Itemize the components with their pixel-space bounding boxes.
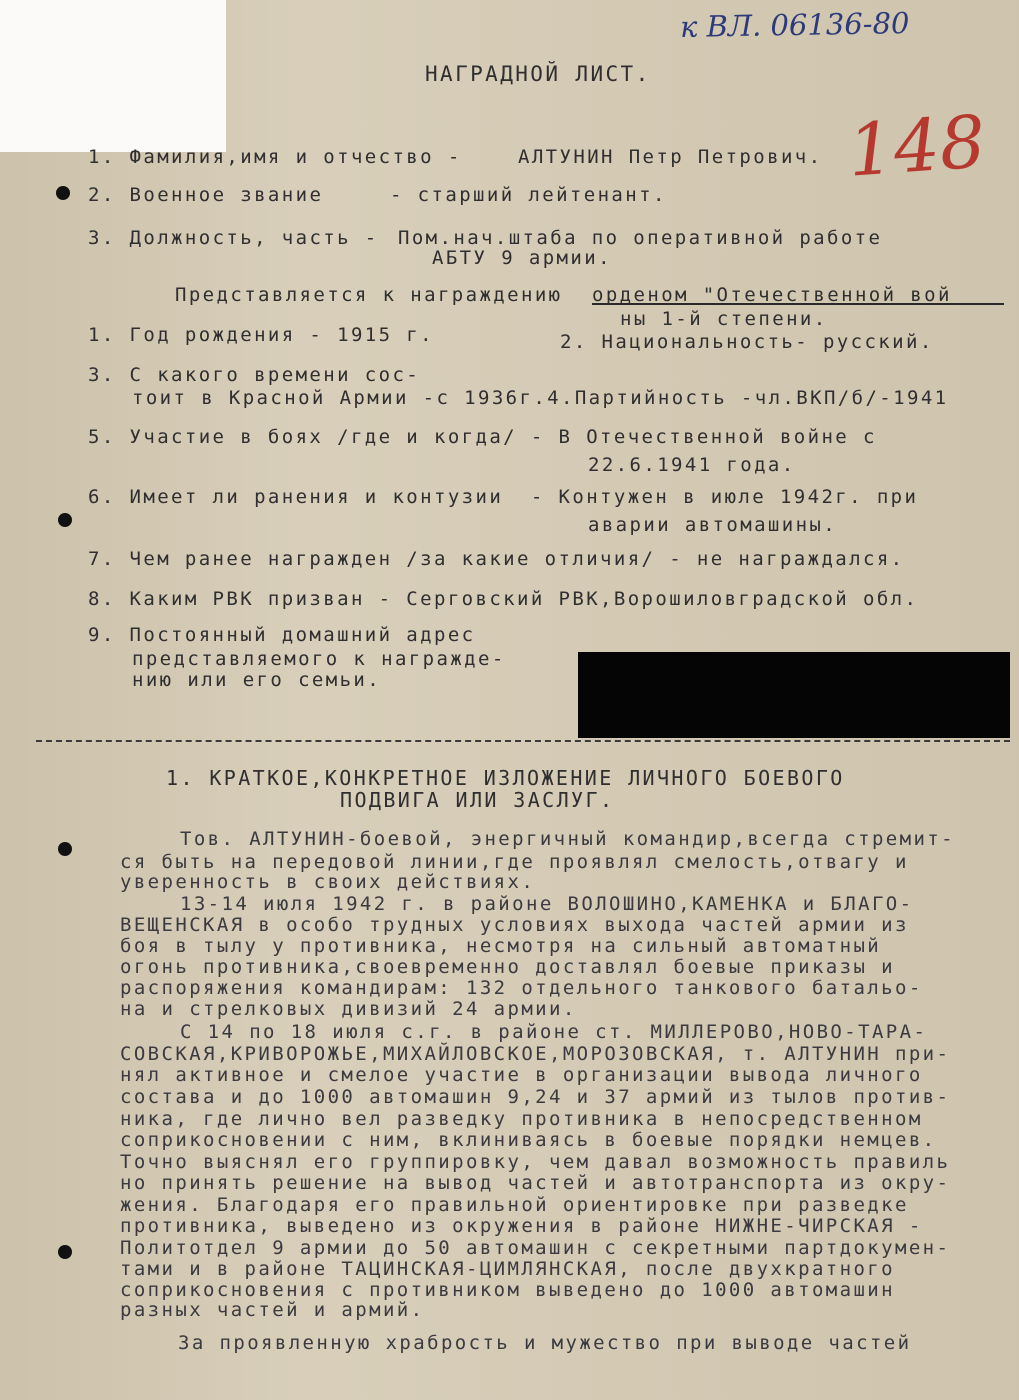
body-line: Точно выяснял его группировку, чем давал возможность правиль xyxy=(120,1151,951,1173)
field-3-value: Пом.нач.штаба по оперативной работе xyxy=(398,227,883,249)
drafted-by: 8. Каким РВК призван - Серговский РВК,Ворошиловградской обл. xyxy=(88,588,919,610)
body-line: на и стрелковых дивизий 24 армии. xyxy=(120,998,577,1020)
body-line: состава и до 1000 автомашин 9,24 и 37 армий из тылов против- xyxy=(120,1086,951,1108)
redaction-block xyxy=(578,652,1010,738)
body-line: разных частей и армий. xyxy=(120,1299,425,1321)
prior-awards: 7. Чем ранее награжден /за какие отличия/ - не награждался. xyxy=(88,548,905,570)
punch-hole xyxy=(58,1245,72,1259)
field-1-value: АЛТУНИН Петр Петрович. xyxy=(518,146,823,168)
page-title: НАГРАДНОЙ ЛИСТ. xyxy=(425,62,651,86)
service-since-1: 3. С какого времени сос- xyxy=(88,364,421,386)
body-line: СОВСКАЯ,КРИВОРОЖЬЕ,МИХАЙЛОВСКОЕ,МОРОЗОВСКАЯ, т. АЛТУНИН при- xyxy=(120,1043,951,1065)
body-line: ся быть на передовой линии,где проявлял смелость,отвагу и xyxy=(120,851,909,873)
archive-mark: к ВЛ. 06136-80 xyxy=(679,6,910,44)
field-3-value-2: АБТУ 9 армии. xyxy=(432,247,612,269)
body-line: тами и в районе ТАЦИНСКАЯ-ЦИМЛЯНСКАЯ, после двухкратного xyxy=(120,1258,895,1280)
award-line-2: ны 1-й степени. xyxy=(620,308,828,330)
body-line: распоряжения командирам: 132 отдельного танкового батальо- xyxy=(120,977,923,999)
combat-2: 22.6.1941 года. xyxy=(588,454,796,476)
body-line: боя в тылу у противника, несмотря на сильный автоматный xyxy=(120,935,882,957)
body-line: но принять решение на вывод частей и автотранспорта из окру- xyxy=(120,1172,951,1194)
section-divider xyxy=(36,740,1010,742)
body-line: жения. Благодаря его правильной ориентировке при разведке xyxy=(120,1194,909,1216)
address-label-2: представляемого к награжде- xyxy=(132,648,506,670)
body-line: 13-14 июля 1942 г. в районе ВОЛОШИНО,КАМЕНКА и БЛАГО- xyxy=(180,893,914,915)
award-lead: Представляется к награждению xyxy=(175,284,563,306)
body-line: ника, где лично вел разведку противника в непосредственном xyxy=(120,1108,923,1130)
field-1-label: 1. Фамилия,имя и отчество - xyxy=(88,146,462,168)
section-title-1: 1. КРАТКОЕ,КОНКРЕТНОЕ ИЗЛОЖЕНИЕ ЛИЧНОГО БОЕВОГО xyxy=(166,766,845,790)
field-2-value: - старший лейтенант. xyxy=(390,184,667,206)
body-line: ВЕЩЕНСКАЯ в особо трудных условиях выхода частей армии из xyxy=(120,914,909,936)
field-2-label: 2. Военное звание xyxy=(88,184,324,206)
service-since-2: тоит в Красной Армии -с 1936г.4.Партийность -чл.ВКП/б/-1941 xyxy=(132,387,949,409)
body-line: С 14 по 18 июля с.г. в районе ст. МИЛЛЕРОВО,НОВО-ТАРА- xyxy=(180,1021,928,1043)
wounds-2: аварии автомашины. xyxy=(588,514,838,536)
section-title-2: ПОДВИГА ИЛИ ЗАСЛУГ. xyxy=(340,788,615,812)
body-line: Политотдел 9 армии до 50 автомашин с секретными партдокумен- xyxy=(120,1237,951,1259)
combat-1: 5. Участие в боях /где и когда/ - В Отечественной войне с xyxy=(88,426,877,448)
body-line: соприкосновения с противником выведено до 1000 автомашин xyxy=(120,1279,895,1301)
body-line: огонь противника,своевременно доставлял боевые приказы и xyxy=(120,956,895,978)
body-line: уверенность в своих действиях. xyxy=(120,871,536,893)
award-strikethrough xyxy=(592,303,1004,305)
closing-line: За проявленную храбрость и мужество при выводе частей xyxy=(178,1332,912,1354)
award-line-1: орденом "Отечественной вой xyxy=(592,284,952,306)
punch-hole xyxy=(58,842,72,856)
field-3-label: 3. Должность, часть - xyxy=(88,227,379,249)
body-line: соприкосновении с ним, вклиниваясь в боевые порядки немцев. xyxy=(120,1129,937,1151)
wounds-1: 6. Имеет ли ранения и контузии - Контужен в июле 1942г. при xyxy=(88,486,919,508)
body-line: Тов. АЛТУНИН-боевой, энергичный командир,всегда стремит- xyxy=(180,828,955,850)
birth-year: 1. Год рождения - 1915 г. xyxy=(88,324,434,346)
address-label-3: нию или его семьи. xyxy=(132,669,382,691)
punch-hole xyxy=(58,513,72,527)
address-label-1: 9. Постоянный домашний адрес xyxy=(88,624,476,646)
sheet-number: 148 xyxy=(845,99,989,193)
body-line: нял активное и смелое участие в организации вывода личного xyxy=(120,1064,923,1086)
paper-patch xyxy=(0,0,226,152)
nationality: 2. Национальность- русский. xyxy=(560,331,934,353)
body-line: противника, выведено из окружения в районе НИЖНЕ-ЧИРСКАЯ - xyxy=(120,1215,923,1237)
punch-hole xyxy=(56,186,70,200)
